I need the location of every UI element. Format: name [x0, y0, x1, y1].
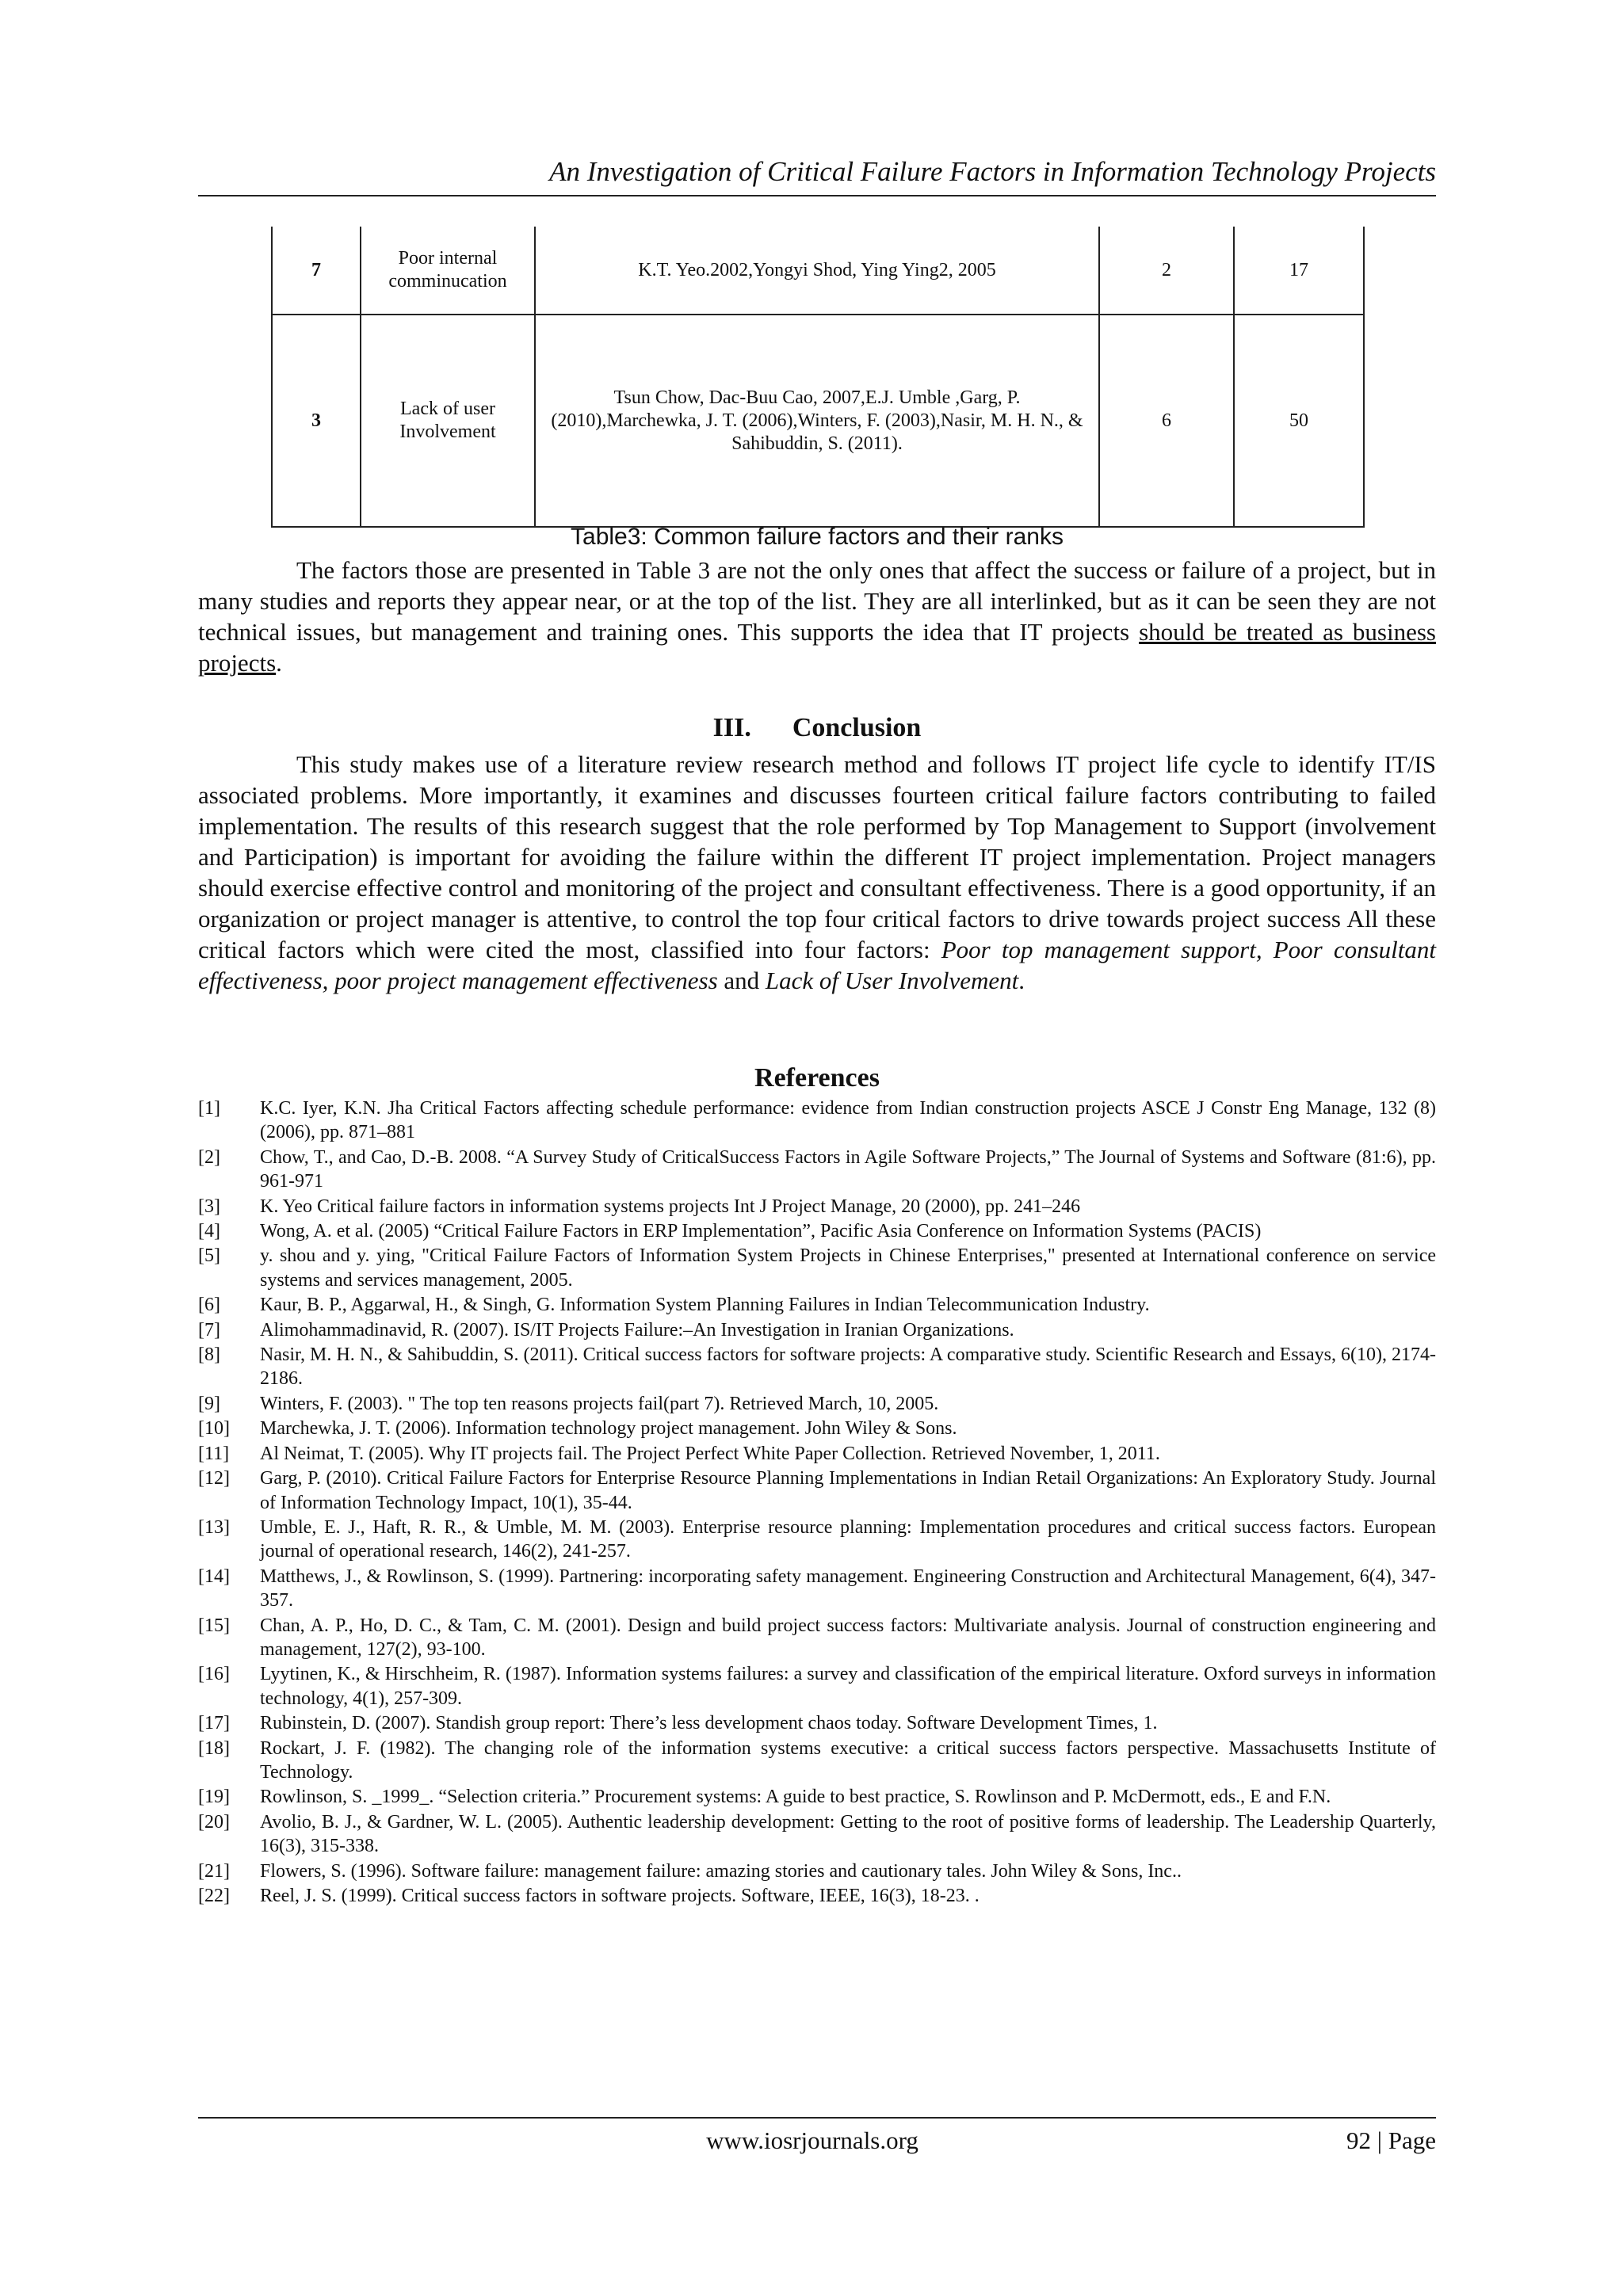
reference-text: Flowers, S. (1996). Software failure: management failure: amazing stories and cautionary tales. John Wiley & Sons, Inc..: [260, 1860, 1182, 1882]
table-row: [272, 315, 1364, 527]
reference-text: Al Neimat, T. (2005). Why IT projects fail. The Project Perfect White Paper Collection. Retrieved November, 1, 2011.: [260, 1443, 1160, 1464]
table-row: [272, 227, 1364, 315]
reference-text: Marchewka, J. T. (2006). Information technology project management. John Wiley & Sons.: [260, 1418, 957, 1440]
reference-number: [14]: [198, 1566, 230, 1587]
reference-number: [22]: [198, 1886, 230, 1906]
reference-number: [17]: [198, 1713, 230, 1734]
reference-number: [5]: [198, 1245, 220, 1267]
reference-text: Lyytinen, K., & Hirschheim, R. (1987). Information systems failures: a survey and classification of the empirical literature. Oxford surveys in information technology, 4(1), 257-309.: [260, 1664, 1436, 1709]
reference-item: [198, 1516, 1436, 1564]
reference-item: [198, 1737, 1436, 1785]
conclusion-heading: [198, 711, 1436, 745]
reference-text: Garg, P. (2010). Critical Failure Factors for Enterprise Resource Planning Implementations in Indian Retail Organizations: An Exploratory Study. Journal of Information Technology Impact, 10(1), 35-44.: [260, 1468, 1436, 1513]
reference-number: [15]: [198, 1615, 230, 1636]
reference-item: [198, 1711, 1436, 1735]
reference-item: [198, 1318, 1436, 1342]
reference-text: K. Yeo Critical failure factors in information systems projects Int J Project Manage, 20 (2000), pp. 241–246: [260, 1196, 1081, 1217]
intro-end: .: [276, 649, 282, 677]
reference-number: [8]: [198, 1344, 220, 1366]
reference-number: [21]: [198, 1860, 230, 1882]
italic-last-factor: Lack of User Involvement: [765, 967, 1019, 994]
running-header-title: An Investigation of Critical Failure Factors in Information Technology Projects: [549, 156, 1436, 187]
reference-item: [198, 1343, 1436, 1391]
reference-number: [7]: [198, 1319, 220, 1341]
percent-cell: 17: [1234, 227, 1364, 315]
reference-item: [198, 1884, 1436, 1908]
reference-text: Avolio, B. J., & Gardner, W. L. (2005). Authentic leadership development: Getting to the root of positive forms of leadership. The Leadership Quarterly, 16(3), 315-338.: [260, 1811, 1436, 1857]
reference-text: K.C. Iyer, K.N. Jha Critical Factors affecting schedule performance: evidence from Indian construction projects ASCE J Constr Eng Manage, 132 (8) (2006), pp. 871–881: [260, 1098, 1436, 1143]
header-rule: [198, 195, 1436, 196]
reference-number: [13]: [198, 1516, 230, 1538]
conclusion-paragraph: [198, 749, 1436, 996]
reference-number: [16]: [198, 1664, 230, 1685]
reference-item: [198, 1442, 1436, 1466]
conclusion-end: .: [1018, 967, 1025, 994]
section-title: Conclusion: [792, 713, 922, 742]
reference-number: [1]: [198, 1098, 220, 1119]
reference-item: [198, 1859, 1436, 1883]
percent-cell: 50: [1234, 315, 1364, 527]
reference-item: [198, 1097, 1436, 1145]
reference-item: [198, 1810, 1436, 1859]
reference-text: y. shou and y. ying, "Critical Failure Factors of Information System Projects in Chinese Enterprises," presented at International conference on service systems and services management, 2005.: [260, 1245, 1436, 1291]
reference-number: [10]: [198, 1418, 230, 1440]
reference-text: Winters, F. (2003). " The top ten reasons projects fail(part 7). Retrieved March, 10, 2005.: [260, 1393, 939, 1414]
reference-text: Rockart, J. F. (1982). The changing role of the information systems executive: a critical success factors perspective. Massachusetts Institute of Technology.: [260, 1737, 1436, 1783]
reference-item: [198, 1785, 1436, 1809]
reference-item: [198, 1146, 1436, 1194]
reference-number: [20]: [198, 1811, 230, 1833]
reference-item: [198, 1392, 1436, 1416]
conclusion-text: This study makes use of a literature review research method and follows IT project life cycle to identify IT/IS associated problems. More importantly, it examines and discusses fourteen critical failure factors contributing to failed implementation. The results of this research suggest that the role performed by Top Management to Support (involvement and Participation) is important for avoiding the failure within the different IT project implementation. Project managers should exercise effective control and monitoring of the project and consultant effectiveness. There is a good opportunity, if an organization or project manager is attentive, to control the top four critical factors to drive towards project success All these critical factors which were cited the most, classified into four factors:: [198, 750, 1436, 963]
reference-item: [198, 1565, 1436, 1613]
references-heading: References: [754, 1063, 880, 1093]
reference-number: [9]: [198, 1393, 220, 1414]
reference-number: [2]: [198, 1146, 220, 1168]
reference-text: Rubinstein, D. (2007). Standish group report: There’s less development chaos today. Software Development Times, 1.: [260, 1713, 1158, 1734]
reference-text: Chan, A. P., Ho, D. C., & Tam, C. M. (2001). Design and build project success factors: Multivariate analysis. Journal of construction engineering and management, 127(2), 93-100.: [260, 1615, 1436, 1660]
rank-cell: 7: [272, 227, 361, 315]
reference-text: Wong, A. et al. (2005) “Critical Failure Factors in ERP Implementation”, Pacific Asia Conference on Information Systems (PACIS): [260, 1221, 1262, 1242]
reference-number: [11]: [198, 1443, 230, 1464]
count-cell: 2: [1099, 227, 1234, 315]
reference-item: [198, 1293, 1436, 1317]
intro-paragraph: [198, 555, 1436, 678]
footer-page-number: 92 | Page: [1346, 2126, 1436, 2154]
failure-factors-table: [271, 227, 1365, 528]
reference-text: Reel, J. S. (1999). Critical success factors in software projects. Software, IEEE, 16(3), 18-23. .: [260, 1886, 980, 1906]
reference-text: Umble, E. J., Haft, R. R., & Umble, M. M. (2003). Enterprise resource planning: Implementation procedures and critical success factors. European journal of operational research, 146(2), 241-257.: [260, 1516, 1436, 1562]
footer-website: www.iosrjournals.org: [706, 2126, 918, 2154]
section-number: III.: [712, 713, 751, 742]
intro-text: The factors those are presented in Table 3 are not the only ones that affect the success or failure of a project, but in many studies and reports they appear near, or at the top of the list. They are all interlinked, but as it can be seen they are not technical issues, but management and training ones. This supports the idea that IT projects: [198, 556, 1436, 646]
factor-cell: Lack of user Involvement: [361, 315, 535, 527]
reference-number: [6]: [198, 1295, 220, 1316]
reference-text: Chow, T., and Cao, D.-B. 2008. “A Survey Study of CriticalSuccess Factors in Agile Software Projects,” The Journal of Systems and Software (81:6), pp. 961-971: [260, 1146, 1436, 1192]
table-caption: Table3: Common failure factors and their ranks: [571, 524, 1064, 550]
conclusion-joiner: and: [717, 967, 766, 994]
factor-cell: Poor internal comminucation: [361, 227, 535, 315]
reference-number: [18]: [198, 1737, 230, 1759]
reference-item: [198, 1244, 1436, 1292]
sources-cell: K.T. Yeo.2002,Yongyi Shod, Ying Ying2, 2005: [535, 227, 1099, 315]
sources-cell: Tsun Chow, Dac-Buu Cao, 2007,E.J. Umble ,Garg, P. (2010),Marchewka, J. T. (2006),Winters, F. (2003),Nasir, M. H. N., & Sahibuddin, S. (2011).: [535, 315, 1099, 527]
reference-text: Rowlinson, S. _1999_. “Selection criteria.” Procurement systems: A guide to best practice, S. Rowlinson and P. McDermott, eds., E and F.N.: [260, 1787, 1331, 1808]
reference-item: [198, 1417, 1436, 1440]
reference-item: [198, 1466, 1436, 1515]
reference-item: [198, 1662, 1436, 1711]
reference-text: Kaur, B. P., Aggarwal, H., & Singh, G. Information System Planning Failures in Indian Telecommunication Industry.: [260, 1295, 1150, 1316]
count-cell: 6: [1099, 315, 1234, 527]
reference-item: [198, 1614, 1436, 1662]
footer-rule: [198, 2117, 1436, 2119]
references-list: [198, 1097, 1436, 1909]
reference-item: [198, 1195, 1436, 1219]
italic-factors: Poor top management support, Poor consultant effectiveness, poor project management effectiveness: [198, 936, 1436, 994]
reference-number: [4]: [198, 1221, 220, 1242]
reference-number: [12]: [198, 1468, 230, 1489]
reference-item: [198, 1219, 1436, 1243]
reference-text: Matthews, J., & Rowlinson, S. (1999). Partnering: incorporating safety management. Engineering Construction and Architectural Management, 6(4), 347-357.: [260, 1566, 1436, 1611]
rank-cell: 3: [272, 315, 361, 527]
reference-text: Alimohammadinavid, R. (2007). IS/IT Projects Failure:–An Investigation in Iranian Organizations.: [260, 1319, 1014, 1341]
reference-text: Nasir, M. H. N., & Sahibuddin, S. (2011). Critical success factors for software projects: A comparative study. Scientific Research and Essays, 6(10), 2174-2186.: [260, 1344, 1436, 1390]
underlined-phrase: should be treated as business projects: [198, 618, 1436, 677]
reference-number: [19]: [198, 1787, 230, 1808]
reference-number: [3]: [198, 1196, 220, 1217]
